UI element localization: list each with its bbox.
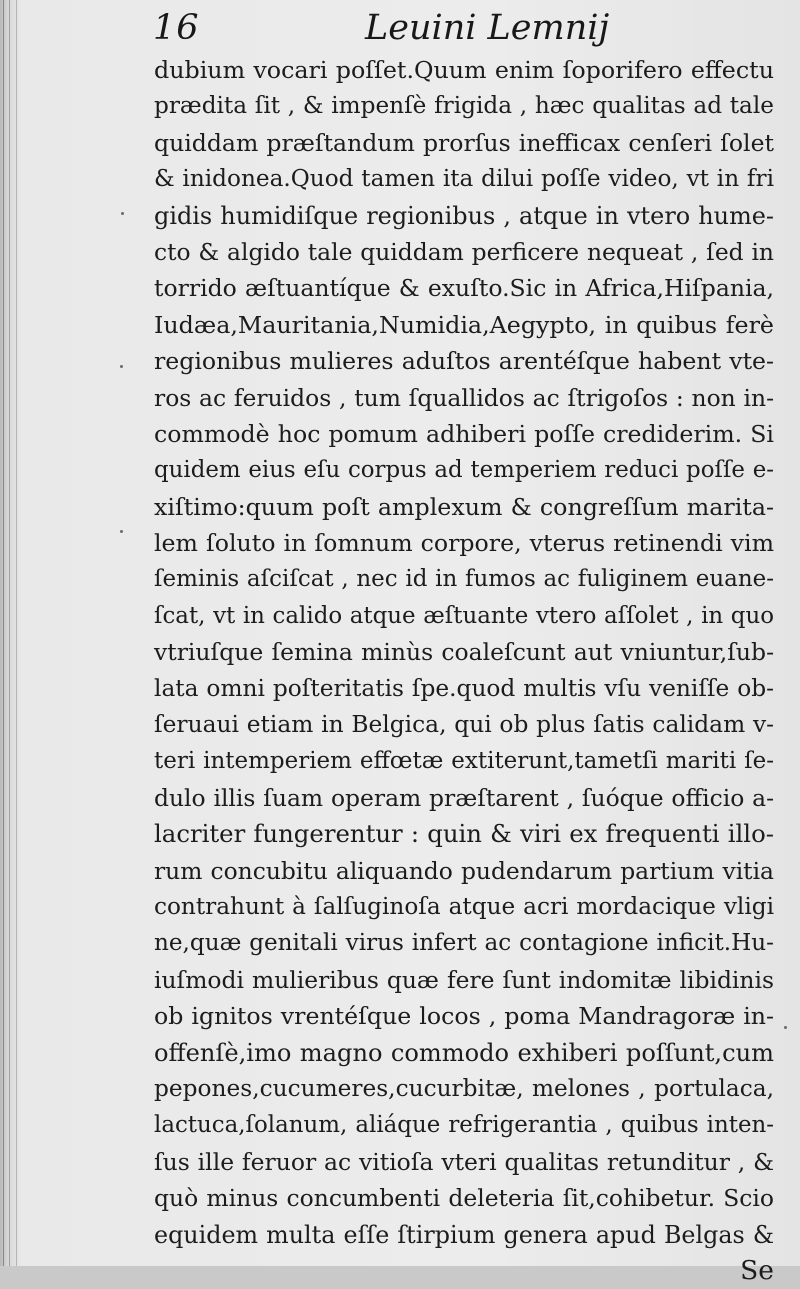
text-line: ne,quæ genitali virus infert ac contagione inficit.Hu- [154,930,774,957]
text-line: dulo illis ſuam operam præſtarent , ſuóque officio a- [154,783,774,812]
text-line: & inidonea.Quod tamen ita dilui poſſe video, vt in fri [154,165,774,193]
text-line: cto & algido tale quiddam perficere nequeat , ſed in [154,237,774,266]
text-line: vtriuſque ſemina minùs coaleſcunt aut vniuntur,ſub- [154,638,774,667]
text-line: quidem eius eſu corpus ad temperiem reduci poſſe e- [154,457,774,484]
text-line: xiſtimo:quum poſt amplexum & congreſſum marita- [154,492,774,521]
text-line: commodè hoc pomum adhiberi poſſe crediderim. Si [154,419,774,448]
body-text [154,52,774,1289]
text-line: contrahunt à ſalſuginoſa atque acri mordacique vligi [154,892,774,920]
text-line: prædita ſit , & impenſè frigida , hæc qualitas ad tale [154,92,774,120]
text-line: lactuca,ſolanum, aliáque refrigerantia , quibus inten- [154,1112,774,1139]
text-line: lacriter fungerentur : quin & viri ex frequenti illo- [154,819,774,849]
text-line: offenſè,imo magno commodo exhiberi poſſunt,cum [154,1038,774,1067]
text-line: quò minus concumbenti deleteria ſit,cohibetur. Scio [154,1184,774,1213]
text-line: teri intemperiem effœtæ extiterunt,tametſi mariti ſe- [154,748,774,775]
ink-speck [120,530,123,533]
text-line: ſus ille feruor ac vitioſa vteri qualitas retunditur , & [154,1147,774,1176]
catchword: Se [740,1254,774,1286]
text-line: dubium vocari poſſet.Quum enim ſoporifero effectu [154,56,774,84]
gutter-shadow [9,0,10,1266]
page-number: 16 [153,8,200,48]
text-line: iuſmodi mulieribus quæ fere ſunt indomitæ libidinis [154,965,774,994]
text-line: gidis humidiſque regionibus , atque in vtero hume- [154,201,774,230]
text-line: rum concubitu aliquando pudendarum partium vitia [154,856,774,885]
text-line: equidem multa eſſe ſtirpium genera apud Belgas & [154,1220,774,1249]
ink-speck [784,1026,787,1029]
text-line: lem ſoluto in ſomnum corpore, vterus retinendi vim [154,529,774,558]
text-line: ſcat, vt in calido atque æſtuante vtero aſſolet , in quo [154,602,774,629]
text-line: Iudæa,Mauritania,Numidia,Aegypto, in quibus ferè [154,310,774,339]
text-line: ros ac feruidos , tum ſquallidos ac ſtrigoſos : non in- [154,383,774,412]
ink-speck [120,365,123,368]
running-head: Leuini Lemnij [365,8,610,48]
text-line: ſeruaui etiam in Belgica, qui ob plus ſatis calidam v- [154,711,774,739]
text-line: ob ignitos vrentéſque locos , poma Mandragoræ in- [154,1002,774,1031]
text-line: torrido æſtuantíque & exuſto.Sic in Africa,Hiſpania, [154,274,774,303]
gutter-shadow [3,0,4,1266]
text-line: lata omni poſteritatis ſpe.quod multis vſu veniſſe ob- [154,674,774,702]
text-line: regionibus mulieres aduſtos arentéſque habent vte- [154,347,774,376]
text-line: pepones,cucumeres,cucurbitæ, melones , portulaca, [154,1074,774,1102]
ink-speck [121,212,124,215]
text-line: quiddam præſtandum prorſus inefficax cenſeri ſolet [154,128,774,157]
page-header [0,2,800,54]
text-line: ſeminis aſciſcat , nec id in fumos ac fuliginem euane- [154,566,774,593]
gutter-shadow [16,0,17,1266]
